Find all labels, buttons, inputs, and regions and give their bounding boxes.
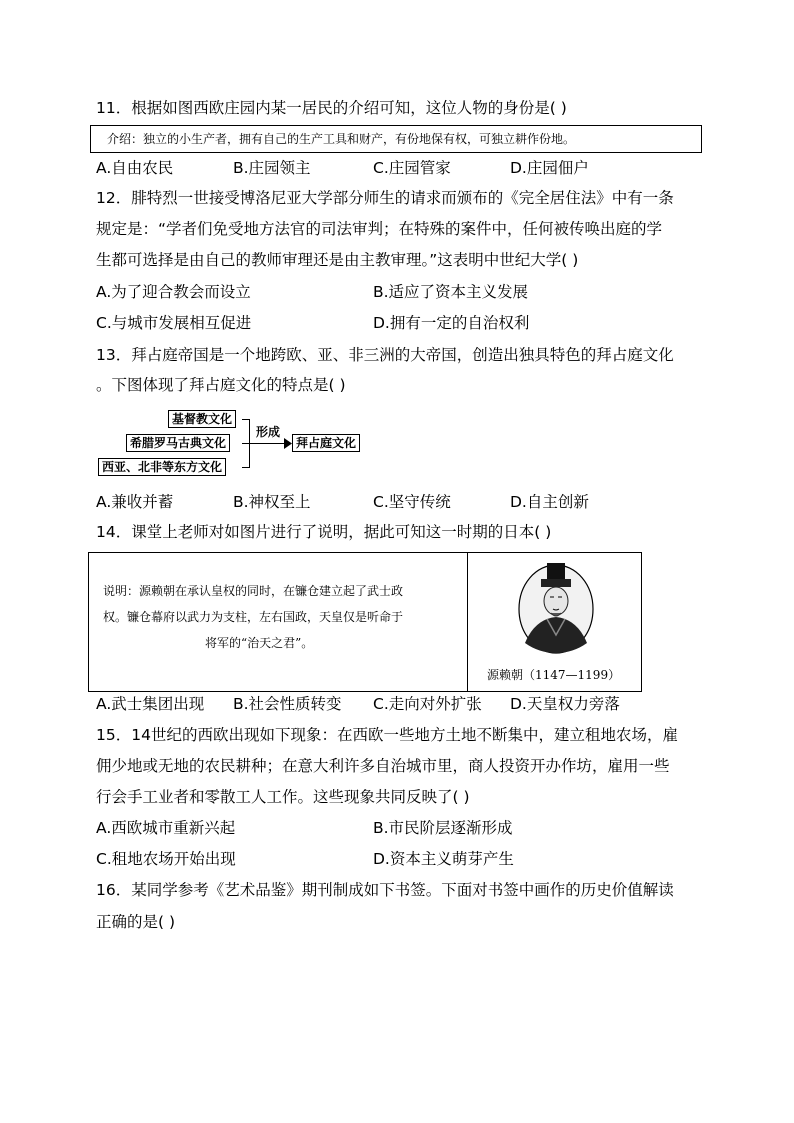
q12-stem-line: 规定是：“学者们免受地方法官的司法审判；在特殊的案件中，任何被传唤出庭的学 bbox=[96, 220, 663, 238]
q14-option-c[interactable]: C.走向对外扩张 bbox=[373, 695, 482, 713]
q12-stem-line: 12．腓特烈一世接受博洛尼亚大学部分师生的请求而颁布的《完全居住法》中有一条 bbox=[96, 189, 674, 207]
diagram-result: 拜占庭文化 bbox=[292, 434, 360, 452]
q14-stem: 14．课堂上老师对如图片进行了说明，据此可知这一时期的日本( ) bbox=[96, 523, 552, 541]
q12-option-c[interactable]: C.与城市发展相互促进 bbox=[96, 314, 252, 332]
diagram-source-christian: 基督教文化 bbox=[168, 410, 236, 428]
culture-diagram bbox=[96, 404, 368, 480]
q13-option-d[interactable]: D.自主创新 bbox=[510, 493, 589, 511]
portrait-caption: 源赖朝（1147—1199） bbox=[487, 668, 621, 682]
q15-option-a[interactable]: A.西欧城市重新兴起 bbox=[96, 819, 236, 837]
arrow-head-icon bbox=[284, 438, 292, 449]
q15-stem-line: 15．14世纪的西欧出现如下现象：在西欧一些地方土地不断集中，建立租地农场，雇 bbox=[96, 726, 678, 744]
q16-stem-line: 正确的是( ) bbox=[96, 913, 176, 931]
q14-option-a[interactable]: A.武士集团出现 bbox=[96, 695, 205, 713]
minamoto-portrait-image bbox=[517, 557, 595, 655]
q11-intro-box bbox=[90, 125, 702, 153]
q12-option-a[interactable]: A.为了迎合教会而设立 bbox=[96, 283, 251, 301]
q14-figure-box bbox=[88, 552, 642, 692]
q12-option-d[interactable]: D.拥有一定的自治权利 bbox=[373, 314, 530, 332]
q13-option-a[interactable]: A.兼收并蓄 bbox=[96, 493, 174, 511]
q13-option-b[interactable]: B.神权至上 bbox=[233, 493, 311, 511]
q14-explanation-line: 说明：源赖朝在承认皇权的同时，在镰仓建立起了武士政 bbox=[103, 584, 404, 598]
q14-option-d[interactable]: D.天皇权力旁落 bbox=[510, 695, 620, 713]
q13-stem-line: 。下图体现了拜占庭文化的特点是( ) bbox=[96, 376, 346, 394]
q11-stem: 11．根据如图西欧庄园内某一居民的介绍可知，这位人物的身份是( ) bbox=[96, 99, 567, 117]
diagram-source-greco-roman: 希腊罗马古典文化 bbox=[126, 434, 230, 452]
q15-option-c[interactable]: C.租地农场开始出现 bbox=[96, 850, 236, 868]
q11-option-a[interactable]: A.自由农民 bbox=[96, 159, 174, 177]
q16-stem-line: 16．某同学参考《艺术品鉴》期刊制成如下书签。下面对书签中画作的历史价值解读 bbox=[96, 881, 674, 899]
q13-stem-line: 13．拜占庭帝国是一个地跨欧、亚、非三洲的大帝国，创造出独具特色的拜占庭文化 bbox=[96, 346, 674, 364]
q11-option-d[interactable]: D.庄园佃户 bbox=[510, 159, 589, 177]
q11-option-b[interactable]: B.庄园领主 bbox=[233, 159, 311, 177]
q12-option-b[interactable]: B.适应了资本主义发展 bbox=[373, 283, 529, 301]
q15-stem-line: 佣少地或无地的农民耕种；在意大利许多自治城市里，商人投资开办作坊，雇用一些 bbox=[96, 757, 670, 775]
q14-explanation-line: 权。镰仓幕府以武力为支柱，左右国政，天皇仅是听命于 bbox=[103, 610, 404, 624]
q11-intro-text: 介绍：独立的小生产者，拥有自己的生产工具和财产，有份地保有权，可独立耕作份地。 bbox=[107, 132, 576, 146]
diagram-arrow-label: 形成 bbox=[256, 425, 281, 439]
q15-option-b[interactable]: B.市民阶层逐渐形成 bbox=[373, 819, 513, 837]
q14-divider bbox=[467, 553, 468, 691]
q15-option-d[interactable]: D.资本主义萌芽产生 bbox=[373, 850, 514, 868]
q12-stem-line: 生都可选择是由自己的教师审理还是由主教审理。”这表明中世纪大学( ) bbox=[96, 251, 579, 269]
diagram-source-eastern: 西亚、北非等东方文化 bbox=[98, 458, 226, 476]
q14-option-b[interactable]: B.社会性质转变 bbox=[233, 695, 342, 713]
q13-option-c[interactable]: C.坚守传统 bbox=[373, 493, 451, 511]
arrow-shaft bbox=[250, 443, 288, 444]
q14-explanation-line: 将军的“治天之君”。 bbox=[205, 636, 314, 650]
q15-stem-line: 行会手工业者和零散工人工作。这些现象共同反映了( ) bbox=[96, 788, 470, 806]
q11-option-c[interactable]: C.庄园管家 bbox=[373, 159, 451, 177]
